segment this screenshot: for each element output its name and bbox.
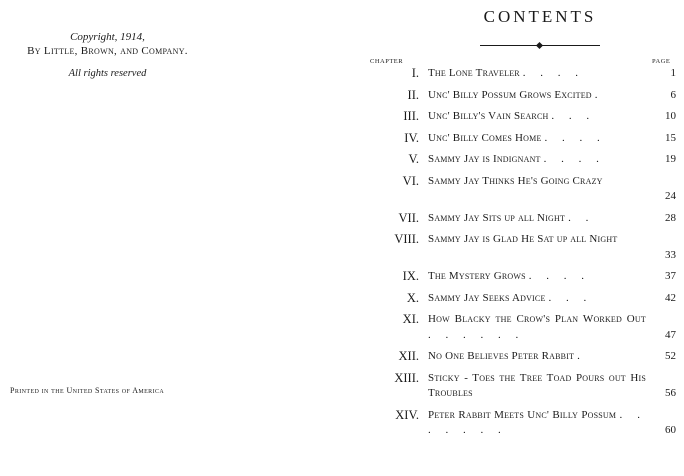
toc-entry [330, 66, 684, 88]
chapter-page: 6 [670, 88, 676, 101]
publisher-line: By Little, Brown, and Company. [27, 45, 188, 57]
chapter-title: Unc' Billy Possum Grows Excited . [428, 88, 604, 101]
toc-entry [330, 291, 684, 313]
dot-leader: . . [568, 211, 595, 224]
chapter-title: How Blacky the Crow's Plan Worked Out . . . . . . [428, 313, 646, 341]
toc-entry [330, 211, 684, 233]
table-of-contents [330, 66, 684, 445]
chapter-numeral: XI. [402, 312, 419, 326]
dot-leader: . . . . [543, 153, 605, 165]
dot-leader: . . . . . . [428, 328, 525, 341]
chapter-page: 37 [665, 270, 676, 282]
chapter-title: The Lone Traveler . . . . [428, 67, 585, 79]
chapter-column-heading: CHAPTER [370, 58, 404, 65]
toc-entry [330, 109, 684, 131]
diamond-icon [536, 42, 543, 49]
toc-entry [330, 312, 684, 349]
chapter-title: The Mystery Grows . . . . [428, 270, 590, 282]
toc-entry [330, 152, 684, 174]
dot-leader: . . . [551, 110, 596, 122]
chapter-numeral: IX. [402, 269, 419, 283]
chapter-page: 47 [665, 328, 676, 341]
chapter-page: 42 [665, 291, 676, 304]
chapter-title: Unc' Billy Comes Home . . . . [428, 131, 606, 144]
chapter-page: 56 [665, 387, 676, 399]
chapter-title: Sammy Jay Sits up all Night . . [428, 211, 595, 224]
chapter-title: Sticky - Toes the Tree Toad Pours out His Troubles [428, 371, 646, 399]
chapter-page: 33 [665, 248, 676, 261]
chapter-page: 52 [665, 350, 676, 362]
chapter-page: 19 [665, 153, 676, 165]
copyright-line: Copyright, 1914, [70, 31, 145, 43]
chapter-numeral: III. [403, 109, 419, 123]
copyright-page [0, 0, 330, 418]
chapter-page: 28 [665, 211, 676, 224]
toc-entry [330, 371, 684, 408]
chapter-numeral: XIV. [395, 407, 419, 422]
chapter-numeral: VII. [398, 210, 419, 225]
chapter-page: 60 [665, 424, 676, 436]
printed-line: Printed in the United States of America [10, 386, 165, 395]
page-column-heading: PAGE [652, 58, 671, 65]
chapter-title: Sammy Jay is Glad He Sat up all Night [428, 233, 618, 245]
chapter-title: Sammy Jay Seeks Advice . . . [428, 291, 593, 304]
chapter-title: Sammy Jay is Indignant . . . . [428, 153, 605, 165]
chapter-numeral: IV. [404, 130, 419, 145]
dot-leader: . [594, 88, 604, 101]
chapter-title: Sammy Jay Thinks He's Going Crazy [428, 174, 603, 187]
dot-leader: . . . . [544, 131, 606, 144]
copyright-block [0, 30, 215, 81]
chapter-numeral: VIII. [394, 232, 419, 246]
chapter-title: Peter Rabbit Meets Unc' Billy Possum . . . . . . . [428, 408, 647, 436]
dot-leader: . [577, 350, 586, 362]
chapter-page: 24 [665, 190, 676, 202]
chapter-numeral: V. [408, 152, 419, 166]
chapter-numeral: II. [407, 87, 419, 102]
toc-entry [330, 269, 684, 291]
toc-entry [330, 408, 684, 445]
chapter-page: 10 [665, 110, 676, 122]
chapter-numeral: I. [411, 66, 419, 80]
dot-leader: . . . . [522, 67, 585, 79]
title-ornament [480, 43, 600, 49]
chapter-page: 1 [670, 67, 676, 79]
chapter-numeral: VI. [402, 173, 419, 188]
contents-page [330, 0, 684, 436]
chapter-page: 15 [665, 131, 676, 144]
contents-title: CONTENTS [483, 7, 597, 26]
dot-leader: . . . . [528, 270, 590, 282]
chapter-numeral: X. [406, 290, 419, 305]
chapter-title: Unc' Billy's Vain Search . . . [428, 110, 596, 122]
toc-entry [330, 232, 684, 269]
chapter-numeral: XIII. [394, 370, 419, 385]
chapter-numeral: XII. [398, 349, 419, 363]
toc-entry [330, 349, 684, 371]
toc-entry [330, 174, 684, 211]
dot-leader: . . . [548, 291, 593, 304]
rights-line: All rights reserved [68, 68, 147, 79]
toc-entry [330, 131, 684, 153]
dot-leader: . . . . . . . [428, 408, 647, 436]
toc-entry [330, 88, 684, 110]
chapter-title: No One Believes Peter Rabbit . [428, 350, 586, 362]
